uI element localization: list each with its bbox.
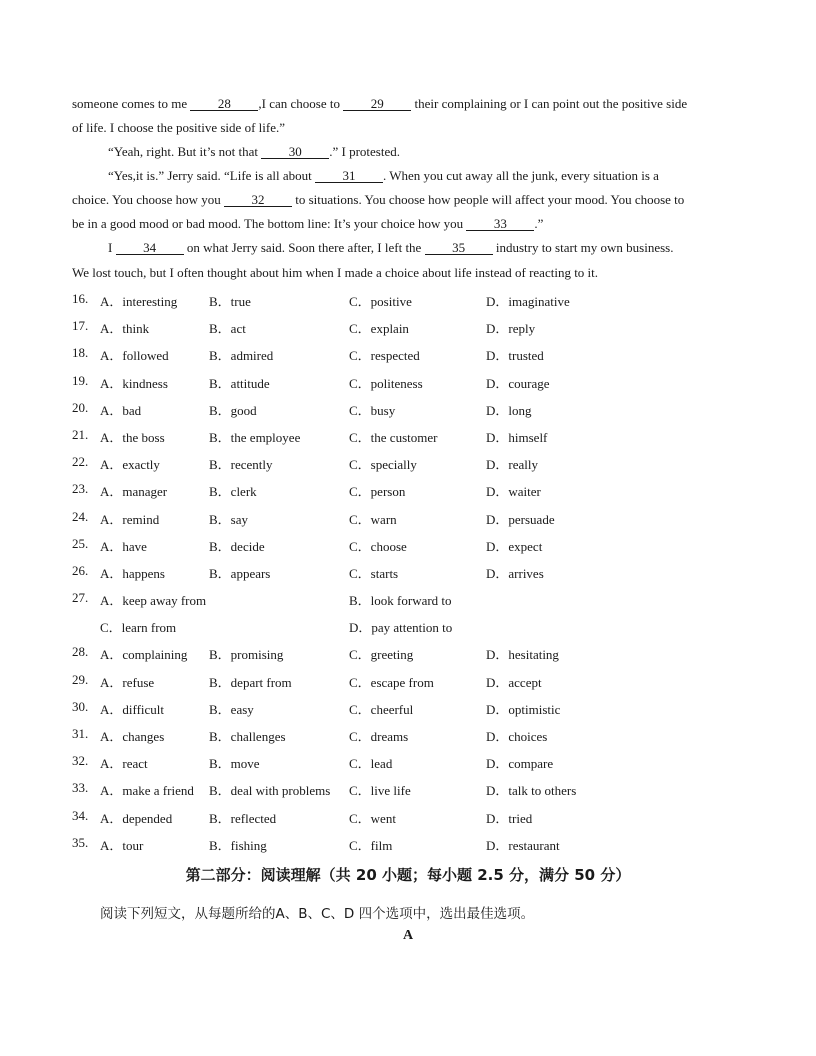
option-a: A．depended xyxy=(100,810,173,826)
option-b: B．deal with problems xyxy=(209,783,331,799)
option-d: D．compare xyxy=(486,756,554,772)
question-row: 22. A．exactly B．recently C．specially D．really xyxy=(72,454,538,473)
question-row: 25. A．have B．decide C．choose D．expect xyxy=(72,535,543,554)
blank-28: 28 xyxy=(190,97,258,111)
option-c: C．politeness xyxy=(349,375,423,391)
option-d: D．expect xyxy=(486,538,543,554)
option-d: D．courage xyxy=(486,375,550,391)
option-b: B．look forward to xyxy=(349,593,452,609)
option-d: D．optimistic xyxy=(486,701,561,717)
option-a: A．complaining xyxy=(100,647,188,663)
option-a: A．the boss xyxy=(100,429,165,445)
blank-33: 33 xyxy=(466,217,534,231)
option-a: A．interesting xyxy=(100,294,178,309)
option-a: A．react xyxy=(100,756,148,772)
option-b: B．the employee xyxy=(209,429,301,445)
blank-32: 32 xyxy=(224,193,292,207)
option-d: D．himself xyxy=(486,429,548,445)
option-c: C．film xyxy=(349,837,393,853)
option-a: A．refuse xyxy=(100,674,155,690)
option-d: D．talk to others xyxy=(486,783,577,799)
option-c: C．warn xyxy=(349,511,397,527)
option-c: C．dreams xyxy=(349,729,409,744)
option-b: B．promising xyxy=(209,647,284,663)
blank-31: 31 xyxy=(315,169,383,183)
question-row: 27. A．keep away from B．look forward to xyxy=(72,590,452,609)
blank-34: 34 xyxy=(116,241,184,255)
option-a: A．difficult xyxy=(100,701,165,717)
option-b: B．say xyxy=(209,511,249,527)
option-c: C．live life xyxy=(349,783,411,799)
option-c: C．lead xyxy=(349,756,393,772)
passage-line: I 34 on what Jerry said. Soon there after, I left the 35 industry to start my own business. xyxy=(108,240,674,255)
option-b: B．clerk xyxy=(209,484,257,500)
question-row: 24. A．remind B．say C．warn D．persuade xyxy=(72,508,555,527)
option-b: B．decide xyxy=(209,538,265,554)
option-d: D．really xyxy=(486,457,538,473)
option-c: C．cheerful xyxy=(349,701,414,717)
option-c: C．starts xyxy=(349,565,399,581)
option-b: B．good xyxy=(209,402,257,418)
option-c: C．explain xyxy=(349,321,409,337)
option-a: A．have xyxy=(100,538,147,554)
question-row xyxy=(72,614,744,641)
passage-line: choice. You choose how you 32 to situations. You choose how people will affect your mood. You choose to xyxy=(72,192,685,207)
option-d: D．hesitating xyxy=(486,647,559,663)
option-d: D．imaginative xyxy=(486,294,570,309)
option-a: A．remind xyxy=(100,511,160,527)
option-c: C．the customer xyxy=(349,429,438,445)
question-row: 30. A．difficult B．easy C．cheerful D．optimistic xyxy=(72,698,561,717)
question-row: 21. A．the boss B．the employee C．the customer D．himself xyxy=(72,426,548,445)
passage-line: of life. I choose the positive side of life.” xyxy=(72,120,285,135)
question-row: 35. A．tour B．fishing C．film D．restaurant xyxy=(72,834,560,853)
option-c: C．positive xyxy=(349,294,412,309)
option-b: B．act xyxy=(209,321,246,337)
option-a: A．kindness xyxy=(100,375,168,391)
question-row: 33. A．make a friend B．deal with problems C．live life D．talk to others xyxy=(72,780,577,799)
option-c: C．specially xyxy=(349,457,417,473)
option-a: A．manager xyxy=(100,484,168,500)
option-d: D．accept xyxy=(486,674,542,690)
question-row: 20. A．bad B．good C．busy D．long xyxy=(72,399,532,418)
option-d: D．long xyxy=(486,402,532,418)
option-d: D．waiter xyxy=(486,484,541,500)
option-b: B．fishing xyxy=(209,837,267,853)
option-d: D．persuade xyxy=(486,511,555,527)
blank-35: 35 xyxy=(425,241,493,255)
section-heading: 第二部分：阅读理解（共 20 小题；每小题 2.5 分，满分 50 分） xyxy=(185,866,631,884)
option-a: A．bad xyxy=(100,402,142,418)
option-b: B．appears xyxy=(209,565,271,581)
option-a: A．think xyxy=(100,321,150,337)
option-b: B．admired xyxy=(209,348,274,364)
option-c: C．went xyxy=(349,810,396,826)
option-c: C．choose xyxy=(349,538,407,554)
options-list xyxy=(72,288,744,859)
option-b: B．challenges xyxy=(209,729,286,744)
option-a: A．changes xyxy=(100,729,165,744)
question-row: 19. A．kindness B．attitude C．politeness D．courage xyxy=(72,372,550,391)
option-c: C．busy xyxy=(349,402,396,418)
passage-line: be in a good mood or bad mood. The bottom line: It’s your choice how you 33 .” xyxy=(72,216,544,231)
option-b: B．depart from xyxy=(209,674,292,690)
option-d: D．reply xyxy=(486,321,536,337)
question-row: 28. A．complaining B．promising C．greeting D．hesitating xyxy=(72,644,559,663)
option-c: C．greeting xyxy=(349,647,414,663)
option-a: A．exactly xyxy=(100,457,160,473)
option-d: D．trusted xyxy=(486,348,544,364)
option-b: B．true xyxy=(209,294,251,309)
option-c: C．respected xyxy=(349,348,420,364)
blank-30: 30 xyxy=(261,145,329,159)
option-b: B．move xyxy=(209,756,260,772)
passage-line: someone comes to me 28 ,I can choose to 29 their complaining or I can point out the positive side xyxy=(72,96,688,111)
option-b: B．easy xyxy=(209,701,254,717)
question-row: 26. A．happens B．appears C．starts D．arrives xyxy=(72,562,544,581)
passage-line: “Yes,it is.” Jerry said. “Life is all about 31 . When you cut away all the junk, every situation is a xyxy=(108,168,659,183)
question-row: 16. A．interesting B．true C．positive D．imaginative xyxy=(72,291,570,309)
option-d: D．arrives xyxy=(486,565,544,581)
option-a: A．followed xyxy=(100,348,169,364)
option-d: D．tried xyxy=(486,810,533,826)
option-b: B．attitude xyxy=(209,375,270,391)
option-b: B．recently xyxy=(209,457,273,473)
passage-line: We lost touch, but I often thought about him when I made a choice about life instead of reacting to it. xyxy=(72,265,599,280)
question-row: 17. A．think B．act C．explain D．reply xyxy=(72,318,536,337)
option-c: C．person xyxy=(349,484,406,500)
option-a: A．make a friend xyxy=(100,783,194,799)
question-row: 34. A．depended B．reflected C．went D．tried xyxy=(72,807,533,826)
question-row: 29. A．refuse B．depart from C．escape from D．accept xyxy=(72,671,542,690)
option-b: B．reflected xyxy=(209,810,277,826)
option-a: A．keep away from xyxy=(100,593,207,609)
option-d: D．restaurant xyxy=(486,837,560,853)
option-d: D．choices xyxy=(486,729,548,744)
section-instruction: 阅读下列短文，从每题所给的A、B、C、D 四个选项中，选出最佳选项。 xyxy=(100,906,535,922)
option-a: A．tour xyxy=(100,837,144,853)
question-row: 32. A．react B．move C．lead D．compare xyxy=(72,753,554,772)
option-a: A．happens xyxy=(100,565,165,581)
option-c: C．escape from xyxy=(349,674,434,690)
option-c: C．learn from xyxy=(100,620,177,636)
blank-29: 29 xyxy=(343,97,411,111)
question-row: 31. A．changes B．challenges C．dreams D．choices xyxy=(72,726,548,744)
passage-label: A xyxy=(402,928,414,943)
question-row: 18. A．followed B．admired C．respected D．trusted xyxy=(72,345,544,364)
passage-line: “Yeah, right. But it’s not that 30 .” I protested. xyxy=(108,144,400,159)
question-row: 23. A．manager B．clerk C．person D．waiter xyxy=(72,481,541,500)
option-d: D．pay attention to xyxy=(349,620,453,636)
